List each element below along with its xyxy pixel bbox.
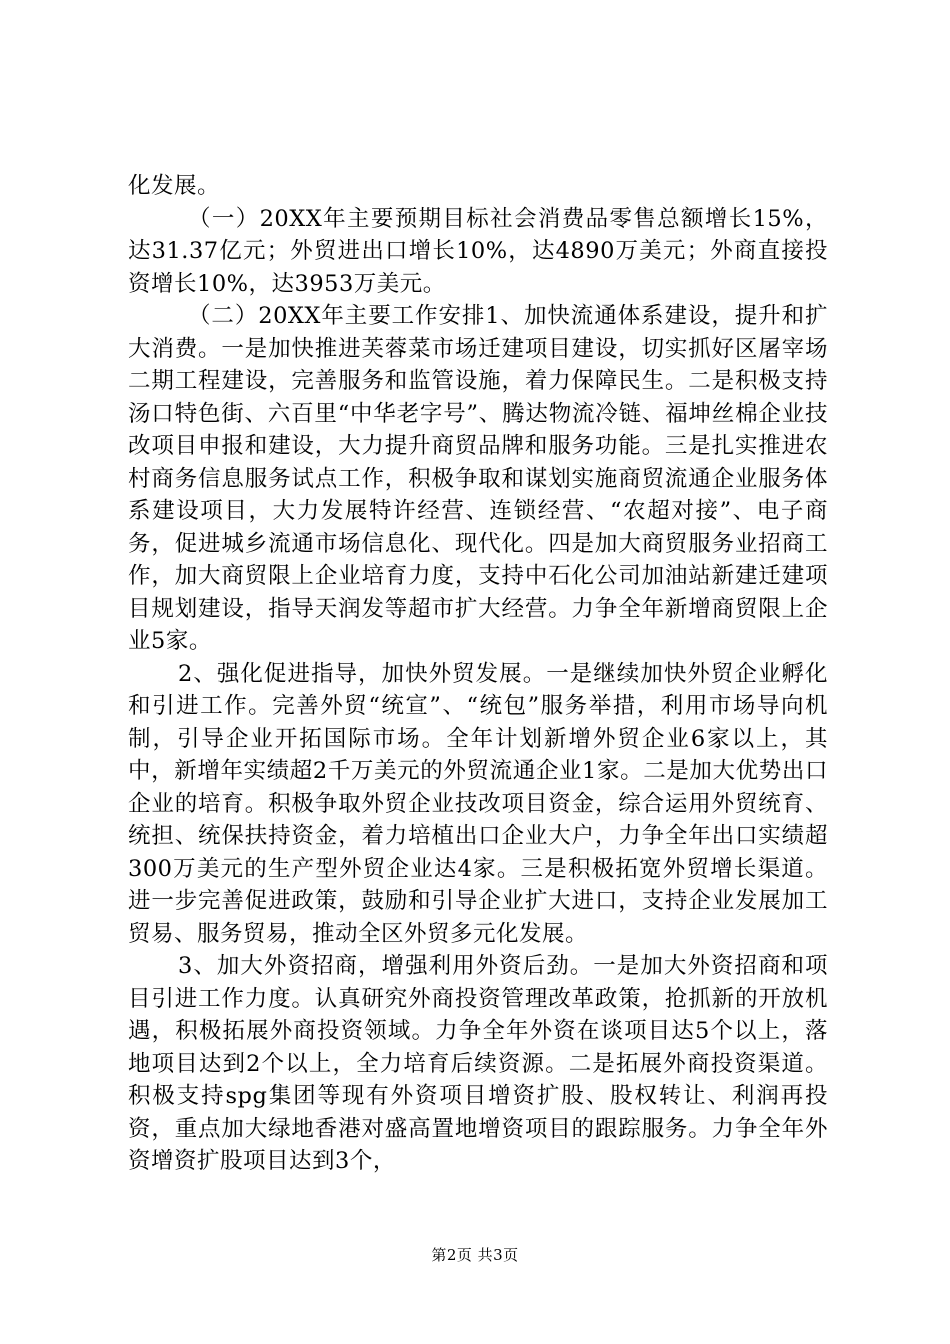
paragraph-targets: （一）20XX年主要预期目标社会消费品零售总额增长15%，达31.37亿元；外贸进出口增长10%，达4890万美元；外商直接投资增长10%，达3953万美元。 [128,205,828,297]
paragraph-continuation: 化发展。 [128,173,221,199]
paragraph-work-plan: （二）20XX年主要工作安排1、加快流通体系建设，提升和扩大消费。一是加快推进芙蓉菜市场迁建项目建设，切实抓好区屠宰场二期工程建设，完善服务和监管设施，着力保障民生。二是积极支持汤口特色街、六百里“中华老字号”、腾达物流冷链、福坤丝棉企业技改项目申报和建设，大力提升商贸品牌和服务功能。三是扎实推进农村商务信息服务试点工作，积极争取和谋划实施商贸流通企业服务体系建设项目，大力发展特许经营、连锁经营、“农超对接”、电子商务，促进城乡流通市场信息化、现代化。四是加大商贸服务业招商工作，加大商贸限上企业培育力度，支持中石化公司加油站新建迁建项目规划建设，指导天润发等超市扩大经营。力争全年新增商贸限上企业5家。 [128,303,828,654]
paragraph-foreign-investment: 3、加大外资招商，增强利用外资后劲。一是加大外资招商和项目引进工作力度。认真研究外商投资管理改革政策，抢抓新的开放机遇，积极拓展外商投资领域。力争全年外资在谈项目达5个以上，落地项目达到2个以上，全力培育后续资源。二是拓展外商投资渠道。积极支持spg集团等现有外资项目增资扩股、股权转让、利润再投资，重点加大绿地香港对盛高置地增资项目的跟踪服务。力争全年外资增资扩股项目达到3个， [128,953,828,1174]
document-body [128,170,828,1178]
page-footer: 第2页 共3页 [431,1246,519,1264]
paragraph-foreign-trade: 2、强化促进指导，加快外贸发展。一是继续加快外贸企业孵化和引进工作。完善外贸“统宣”、“统包”服务举措，利用市场导向机制，引导企业开拓国际市场。全年计划新增外贸企业6家以上，其中，新增年实绩超2千万美元的外贸流通企业1家。二是加大优势出口企业的培育。积极争取外贸企业技改项目资金，综合运用外贸统育、统担、统保扶持资金，着力培植出口企业大户，力争全年出口实绩超300万美元的生产型外贸企业达4家。三是积极拓宽外贸增长渠道。进一步完善促进政策，鼓励和引导企业扩大进口，支持企业发展加工贸易、服务贸易，推动全区外贸多元化发展。 [128,660,828,947]
